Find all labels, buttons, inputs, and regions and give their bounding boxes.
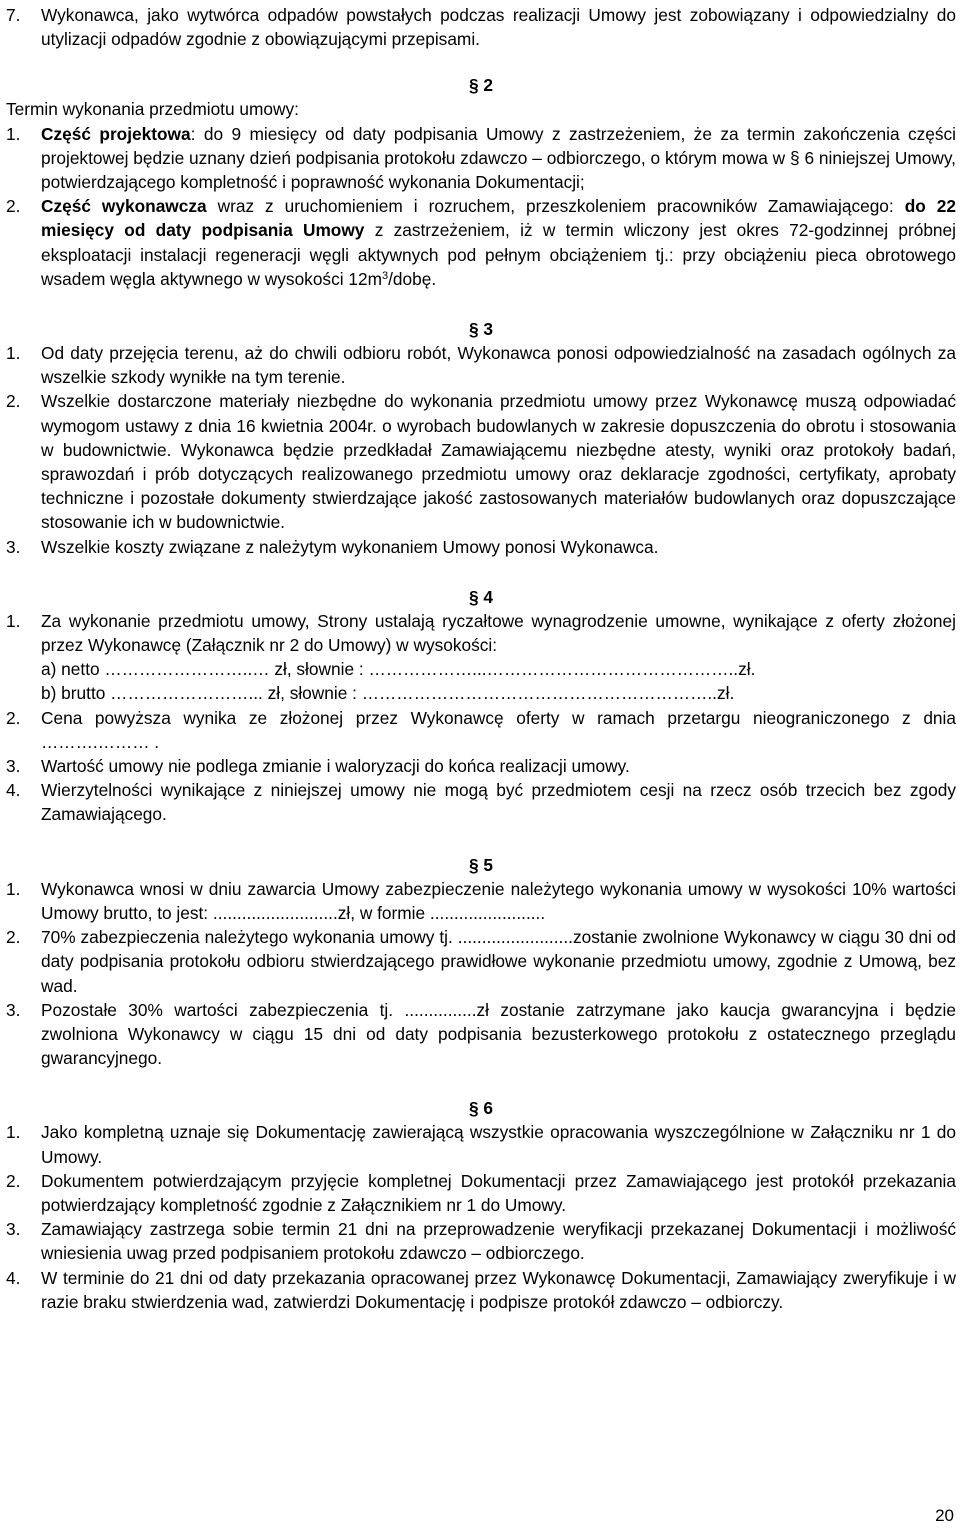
text-run: z zastrzeżeniem, iż w termin wliczony jest okres 72-godzinnej próbnej eksploatacji instalacji regeneracji węgli aktywnych pod pełnym obciążeniem tj.: przy obciążeniu pieca obrotowego wsadem węgla aktywnego w wysokości 12m [41, 220, 956, 289]
item-number: 2. [6, 196, 21, 217]
text-run: Za wykonanie przedmiotu umowy, Strony ustalają ryczałtowe wynagrodzenie umowne, wynikające z oferty złożonej przez Wykonawcę (Załącznik nr 2 do Umowy) w wysokości: [41, 610, 956, 656]
item-number: 1. [6, 610, 21, 631]
item-number: 3. [6, 756, 21, 777]
item-text [41, 122, 956, 195]
item-number: 4. [6, 1267, 21, 1288]
item-number: 4. [6, 780, 21, 801]
item-text: Pozostałe 30% wartości zabezpieczenia tj. ...............zł zostanie zatrzymane jako kaucja gwarancyjna i będzie zwolniona Wykonawcy w ciągu 15 dni od daty podpisania bezusterkowego protokołu z ostatecznego przeglądu gwarancyjnego. [41, 999, 956, 1069]
item-text: Wykonawca, jako wytwórca odpadów powstałych podczas realizacji Umowy jest zobowiązany i odpowiedzialny do utylizacji odpadów zgodnie z obowiązującymi przepisami. [41, 5, 956, 50]
text-run: /dobę. [388, 268, 437, 289]
item-number: 2. [6, 1170, 21, 1191]
item-text [41, 609, 956, 706]
item-number: 1. [6, 343, 21, 364]
item-text: 70% zabezpieczenia należytego wykonania umowy tj. ........................zostanie zwolnione Wykonawcy w ciągu 30 dni od daty podpisania protokołu odbioru stwierdzającego prawidłowe wykonanie przedmiotu umowy, zgodnie z Umową, bez wad. [41, 927, 956, 996]
bold-term: Część projektowa [41, 123, 191, 144]
document-body [6, 3, 956, 1314]
item-text: Wierzytelności wynikające z niniejszej umowy nie mogą być przedmiotem cesji na rzecz osób trzecich bez zgody Zamawiającego. [41, 780, 956, 825]
list-item [6, 1266, 956, 1314]
section-heading: § 3 [468, 319, 494, 340]
section-heading: § 6 [468, 1098, 494, 1119]
item-text: Od daty przejęcia terenu, aż do chwili odbioru robót, Wykonawca ponosi odpowiedzialność na zasadach ogólnych za wszelkie szkody wynikłe na tym terenie. [41, 343, 956, 388]
list-item [6, 535, 956, 559]
item-text: Wartość umowy nie podlega zmianie i waloryzacji do końca realizacji umowy. [41, 756, 630, 777]
list-item [6, 122, 956, 195]
item-number: 2. [6, 391, 21, 412]
item-text: Wszelkie koszty związane z należytym wykonaniem Umowy ponosi Wykonawca. [41, 536, 659, 557]
section-heading: § 4 [468, 586, 494, 607]
item-number: 2. [6, 707, 21, 728]
list-item [6, 1120, 956, 1168]
item-number: 3. [6, 536, 21, 557]
list-item [6, 998, 956, 1071]
list-item [6, 609, 956, 706]
bold-term: Część wykonawcza [41, 196, 207, 217]
item-text: Wszelkie dostarczone materiały niezbędne do wykonania przedmiotu umowy przez Wykonawcę muszą odpowiadać wymogom ustawy z dnia 16 kwietnia 2004r. o wyrobach budowlanych w zakresie dopuszczenia do obrotu i stosowania w budownictwie. Wykonawca będzie przedkładał Zamawiającemu niezbędne atesty, wyniki oraz protokoły badań, sprawozdań i prób dotyczących realizowanego przedmiotu umowy oraz deklaracje zgodności, certyfikaty, aprobaty techniczne i pozostałe dokumenty stwierdzające jakość zastosowanych materiałów budowlanych oraz dopuszczające stosowanie ich w budownictwie. [41, 391, 956, 533]
superscript: 3 [381, 269, 389, 282]
list-item [6, 1217, 956, 1265]
section-heading: § 2 [468, 75, 494, 96]
item-text: Jako kompletną uznaje się Dokumentację zawierającą wszystkie opracowania wyszczególnione w Załączniku nr 1 do Umowy. [41, 1122, 956, 1167]
item-text: Dokumentem potwierdzającym przyjęcie kompletnej Dokumentacji przez Zamawiającego jest protokół przekazania potwierdzający kompletność zgodnie z Załącznikiem nr 1 do Umowy. [41, 1170, 956, 1215]
item-number: 7. [6, 5, 21, 25]
item-text: Cena powyższa wynika ze złożonej przez Wykonawcę oferty w ramach przetargu nieograniczonego z dnia ……….……… . [41, 707, 956, 752]
list-item [6, 778, 956, 826]
text-run: : do 9 miesięcy od daty podpisania Umowy z zastrzeżeniem, że za termin zakończenia części projektowej będzie uznany dzień podpisania protokołu zdawczo – odbiorczego, o którym mowa w § 6 niniejszej Umowy, potwierdzającego kompletność i poprawność wykonania Dokumentacji; [41, 123, 956, 193]
list-item [6, 706, 956, 754]
item-number: 3. [6, 1219, 21, 1240]
item-number: 1. [6, 123, 21, 144]
list-item [6, 877, 956, 925]
brutto-line: b) brutto ……………………... zł, słownie : ……………………………………………………..zł. [41, 683, 735, 704]
list-item [6, 341, 956, 389]
list-item [6, 1169, 956, 1217]
item-number: 1. [6, 1122, 21, 1143]
item-number: 2. [6, 927, 21, 948]
list-item [6, 194, 956, 291]
list-item [6, 3, 956, 51]
text-run: wraz z uruchomieniem i rozruchem, przeszkoleniem pracowników Zamawiającego: [206, 196, 905, 217]
list-item [6, 925, 956, 998]
bold-term: do 22 miesięcy od daty podpisania Umowy [41, 196, 956, 241]
item-text: Wykonawca wnosi w dniu zawarcia Umowy zabezpieczenie należytego wykonania umowy w wysokości 10% wartości Umowy brutto, to jest: ..........................zł, w formie ........................ [41, 878, 956, 923]
list-item [6, 754, 956, 778]
page-number: 20 [935, 1506, 954, 1525]
netto-line: a) netto ……………………..… zł, słownie : ………………...……………………………………..zł. [41, 659, 756, 680]
item-number: 1. [6, 878, 21, 899]
list-item [6, 389, 956, 534]
item-text: W terminie do 21 dni od daty przekazania opracowanej przez Wykonawcę Dokumentacji, Zamawiający zweryfikuje i w razie braku stwierdzenia wad, zatwierdzi Dokumentację i podpisze protokół zdawczo – odbiorczy. [41, 1267, 956, 1312]
section-heading: § 5 [468, 854, 494, 875]
item-number: 3. [6, 999, 21, 1020]
item-text: Zamawiający zastrzega sobie termin 21 dni na przeprowadzenie weryfikacji przekazanej Dokumentacji i możliwość wniesienia uwag przed podpisaniem protokołu zdawczo – odbiorczego. [41, 1219, 956, 1264]
item-text [41, 194, 956, 291]
section-intro: Termin wykonania przedmiotu umowy: [6, 99, 299, 120]
